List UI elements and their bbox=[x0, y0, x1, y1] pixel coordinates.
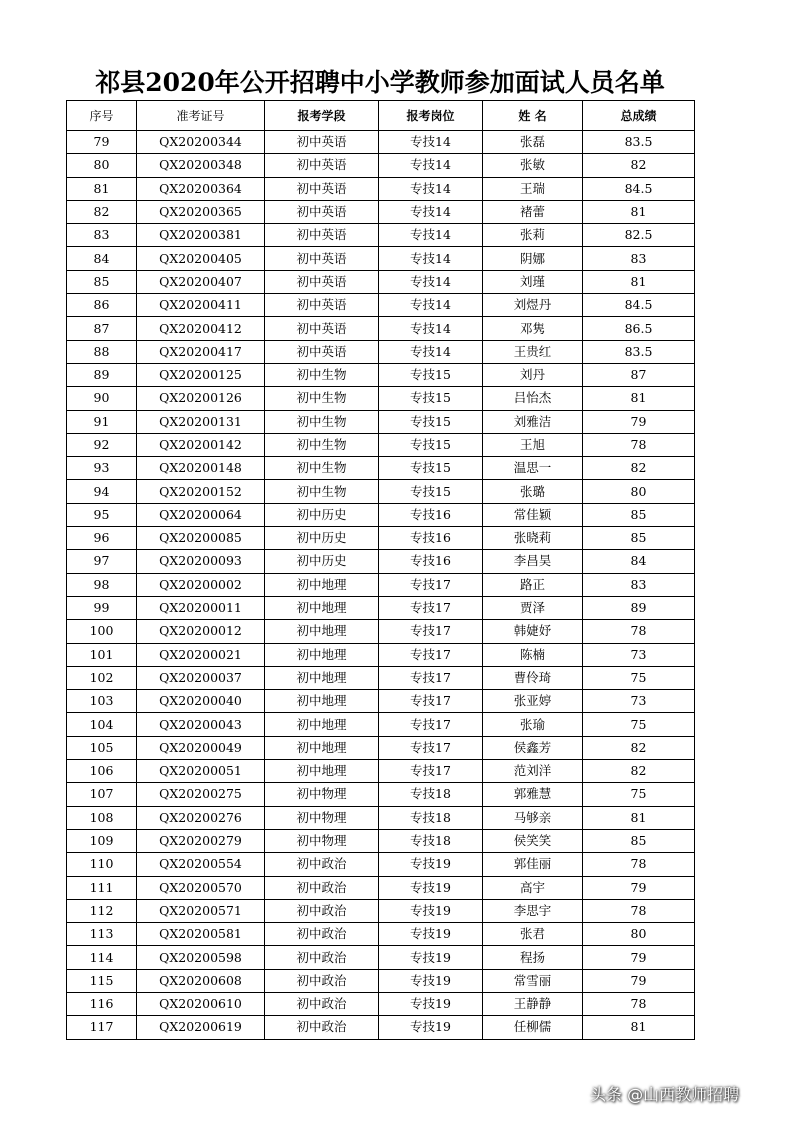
cell-index: 107 bbox=[67, 783, 137, 806]
cell-stage: 初中物理 bbox=[265, 783, 379, 806]
cell-score: 75 bbox=[583, 783, 695, 806]
cell-index: 113 bbox=[67, 923, 137, 946]
cell-position: 专技14 bbox=[379, 294, 483, 317]
cell-exam-id: QX20200093 bbox=[137, 550, 265, 573]
cell-stage: 初中地理 bbox=[265, 643, 379, 666]
table-row bbox=[67, 177, 695, 200]
table-row bbox=[67, 550, 695, 573]
cell-index: 93 bbox=[67, 457, 137, 480]
cell-score: 87 bbox=[583, 363, 695, 386]
cell-score: 75 bbox=[583, 713, 695, 736]
cell-index: 84 bbox=[67, 247, 137, 270]
header-exam-id: 准考证号 bbox=[137, 101, 265, 131]
cell-name: 王瑞 bbox=[483, 177, 583, 200]
cell-index: 111 bbox=[67, 876, 137, 899]
cell-name: 郭佳丽 bbox=[483, 853, 583, 876]
cell-index: 83 bbox=[67, 224, 137, 247]
cell-position: 专技14 bbox=[379, 270, 483, 293]
cell-index: 114 bbox=[67, 946, 137, 969]
cell-exam-id: QX20200131 bbox=[137, 410, 265, 433]
cell-stage: 初中政治 bbox=[265, 1016, 379, 1039]
candidate-table bbox=[66, 100, 695, 1040]
cell-name: 温思一 bbox=[483, 457, 583, 480]
table-row bbox=[67, 783, 695, 806]
cell-name: 刘瑾 bbox=[483, 270, 583, 293]
cell-index: 109 bbox=[67, 829, 137, 852]
cell-stage: 初中英语 bbox=[265, 247, 379, 270]
cell-exam-id: QX20200002 bbox=[137, 573, 265, 596]
table-row bbox=[67, 433, 695, 456]
cell-index: 110 bbox=[67, 853, 137, 876]
table-row bbox=[67, 713, 695, 736]
cell-stage: 初中英语 bbox=[265, 154, 379, 177]
cell-exam-id: QX20200571 bbox=[137, 899, 265, 922]
cell-position: 专技17 bbox=[379, 666, 483, 689]
cell-stage: 初中政治 bbox=[265, 969, 379, 992]
cell-position: 专技19 bbox=[379, 1016, 483, 1039]
cell-name: 王贵红 bbox=[483, 340, 583, 363]
header-name: 姓 名 bbox=[483, 101, 583, 131]
cell-exam-id: QX20200085 bbox=[137, 527, 265, 550]
cell-score: 78 bbox=[583, 620, 695, 643]
cell-index: 91 bbox=[67, 410, 137, 433]
cell-score: 83.5 bbox=[583, 131, 695, 154]
cell-score: 82 bbox=[583, 154, 695, 177]
cell-name: 张磊 bbox=[483, 131, 583, 154]
header-score: 总成绩 bbox=[583, 101, 695, 131]
cell-position: 专技19 bbox=[379, 853, 483, 876]
cell-index: 104 bbox=[67, 713, 137, 736]
cell-index: 112 bbox=[67, 899, 137, 922]
table-row bbox=[67, 294, 695, 317]
cell-name: 王静静 bbox=[483, 992, 583, 1015]
cell-name: 张君 bbox=[483, 923, 583, 946]
cell-position: 专技17 bbox=[379, 736, 483, 759]
cell-score: 83 bbox=[583, 573, 695, 596]
cell-stage: 初中物理 bbox=[265, 806, 379, 829]
cell-name: 侯鑫芳 bbox=[483, 736, 583, 759]
cell-name: 郭雅慧 bbox=[483, 783, 583, 806]
cell-stage: 初中政治 bbox=[265, 946, 379, 969]
cell-exam-id: QX20200348 bbox=[137, 154, 265, 177]
cell-index: 99 bbox=[67, 596, 137, 619]
cell-score: 85 bbox=[583, 829, 695, 852]
cell-position: 专技19 bbox=[379, 969, 483, 992]
cell-name: 张瑜 bbox=[483, 713, 583, 736]
cell-name: 曹伶琦 bbox=[483, 666, 583, 689]
cell-name: 阴娜 bbox=[483, 247, 583, 270]
cell-stage: 初中英语 bbox=[265, 294, 379, 317]
cell-score: 73 bbox=[583, 690, 695, 713]
cell-index: 95 bbox=[67, 503, 137, 526]
table-row bbox=[67, 200, 695, 223]
cell-position: 专技14 bbox=[379, 177, 483, 200]
table-header-row bbox=[67, 101, 695, 131]
cell-stage: 初中英语 bbox=[265, 317, 379, 340]
cell-index: 98 bbox=[67, 573, 137, 596]
cell-position: 专技14 bbox=[379, 200, 483, 223]
cell-position: 专技14 bbox=[379, 247, 483, 270]
cell-exam-id: QX20200276 bbox=[137, 806, 265, 829]
table-row bbox=[67, 1016, 695, 1039]
cell-exam-id: QX20200043 bbox=[137, 713, 265, 736]
cell-index: 100 bbox=[67, 620, 137, 643]
cell-stage: 初中地理 bbox=[265, 620, 379, 643]
cell-name: 张敏 bbox=[483, 154, 583, 177]
cell-exam-id: QX20200411 bbox=[137, 294, 265, 317]
cell-exam-id: QX20200040 bbox=[137, 690, 265, 713]
cell-name: 张莉 bbox=[483, 224, 583, 247]
cell-index: 92 bbox=[67, 433, 137, 456]
cell-index: 90 bbox=[67, 387, 137, 410]
cell-position: 专技14 bbox=[379, 317, 483, 340]
cell-position: 专技19 bbox=[379, 923, 483, 946]
cell-index: 96 bbox=[67, 527, 137, 550]
cell-position: 专技15 bbox=[379, 410, 483, 433]
cell-name: 刘丹 bbox=[483, 363, 583, 386]
table-row bbox=[67, 946, 695, 969]
cell-exam-id: QX20200051 bbox=[137, 760, 265, 783]
cell-name: 程扬 bbox=[483, 946, 583, 969]
cell-index: 106 bbox=[67, 760, 137, 783]
cell-exam-id: QX20200417 bbox=[137, 340, 265, 363]
page-title: 祁县2020年公开招聘中小学教师参加面试人员名单 bbox=[95, 68, 665, 97]
cell-stage: 初中生物 bbox=[265, 363, 379, 386]
cell-stage: 初中英语 bbox=[265, 177, 379, 200]
cell-name: 刘煜丹 bbox=[483, 294, 583, 317]
cell-stage: 初中地理 bbox=[265, 760, 379, 783]
cell-stage: 初中生物 bbox=[265, 410, 379, 433]
table-row bbox=[67, 596, 695, 619]
table-row bbox=[67, 620, 695, 643]
cell-index: 80 bbox=[67, 154, 137, 177]
cell-position: 专技19 bbox=[379, 992, 483, 1015]
cell-index: 117 bbox=[67, 1016, 137, 1039]
cell-stage: 初中生物 bbox=[265, 433, 379, 456]
table-row bbox=[67, 247, 695, 270]
cell-stage: 初中地理 bbox=[265, 736, 379, 759]
cell-score: 80 bbox=[583, 923, 695, 946]
cell-name: 常雪丽 bbox=[483, 969, 583, 992]
cell-score: 82.5 bbox=[583, 224, 695, 247]
cell-position: 专技14 bbox=[379, 224, 483, 247]
cell-stage: 初中生物 bbox=[265, 387, 379, 410]
table-row bbox=[67, 340, 695, 363]
source-watermark: 头条 @山西教师招聘 bbox=[590, 1085, 740, 1104]
cell-stage: 初中政治 bbox=[265, 992, 379, 1015]
cell-stage: 初中地理 bbox=[265, 573, 379, 596]
cell-exam-id: QX20200152 bbox=[137, 480, 265, 503]
cell-stage: 初中地理 bbox=[265, 666, 379, 689]
table-row bbox=[67, 853, 695, 876]
cell-score: 80 bbox=[583, 480, 695, 503]
table-row bbox=[67, 363, 695, 386]
cell-exam-id: QX20200049 bbox=[137, 736, 265, 759]
cell-name: 吕怡杰 bbox=[483, 387, 583, 410]
cell-exam-id: QX20200365 bbox=[137, 200, 265, 223]
cell-name: 贾泽 bbox=[483, 596, 583, 619]
cell-exam-id: QX20200405 bbox=[137, 247, 265, 270]
cell-exam-id: QX20200554 bbox=[137, 853, 265, 876]
table-row bbox=[67, 457, 695, 480]
table-row bbox=[67, 969, 695, 992]
cell-exam-id: QX20200610 bbox=[137, 992, 265, 1015]
table-row bbox=[67, 503, 695, 526]
cell-position: 专技17 bbox=[379, 573, 483, 596]
cell-score: 84 bbox=[583, 550, 695, 573]
cell-stage: 初中政治 bbox=[265, 923, 379, 946]
cell-name: 任柳儒 bbox=[483, 1016, 583, 1039]
cell-name: 邓隽 bbox=[483, 317, 583, 340]
cell-stage: 初中政治 bbox=[265, 876, 379, 899]
cell-exam-id: QX20200279 bbox=[137, 829, 265, 852]
cell-position: 专技19 bbox=[379, 876, 483, 899]
cell-stage: 初中地理 bbox=[265, 596, 379, 619]
cell-score: 81 bbox=[583, 270, 695, 293]
cell-exam-id: QX20200381 bbox=[137, 224, 265, 247]
table-row bbox=[67, 899, 695, 922]
cell-name: 李昌昊 bbox=[483, 550, 583, 573]
cell-position: 专技17 bbox=[379, 596, 483, 619]
cell-position: 专技17 bbox=[379, 690, 483, 713]
cell-exam-id: QX20200344 bbox=[137, 131, 265, 154]
cell-position: 专技17 bbox=[379, 643, 483, 666]
cell-exam-id: QX20200608 bbox=[137, 969, 265, 992]
cell-stage: 初中英语 bbox=[265, 340, 379, 363]
cell-name: 路正 bbox=[483, 573, 583, 596]
cell-exam-id: QX20200011 bbox=[137, 596, 265, 619]
table-row bbox=[67, 317, 695, 340]
cell-stage: 初中英语 bbox=[265, 270, 379, 293]
cell-index: 94 bbox=[67, 480, 137, 503]
header-stage: 报考学段 bbox=[265, 101, 379, 131]
cell-score: 85 bbox=[583, 527, 695, 550]
cell-position: 专技17 bbox=[379, 760, 483, 783]
cell-score: 85 bbox=[583, 503, 695, 526]
cell-exam-id: QX20200125 bbox=[137, 363, 265, 386]
cell-position: 专技19 bbox=[379, 899, 483, 922]
cell-exam-id: QX20200598 bbox=[137, 946, 265, 969]
cell-index: 88 bbox=[67, 340, 137, 363]
table-row bbox=[67, 410, 695, 433]
cell-position: 专技18 bbox=[379, 806, 483, 829]
cell-score: 82 bbox=[583, 457, 695, 480]
cell-position: 专技16 bbox=[379, 503, 483, 526]
cell-position: 专技18 bbox=[379, 783, 483, 806]
cell-stage: 初中历史 bbox=[265, 503, 379, 526]
cell-score: 86.5 bbox=[583, 317, 695, 340]
cell-position: 专技19 bbox=[379, 946, 483, 969]
cell-index: 101 bbox=[67, 643, 137, 666]
cell-stage: 初中英语 bbox=[265, 224, 379, 247]
cell-index: 102 bbox=[67, 666, 137, 689]
cell-name: 李思宇 bbox=[483, 899, 583, 922]
cell-index: 86 bbox=[67, 294, 137, 317]
cell-exam-id: QX20200142 bbox=[137, 433, 265, 456]
cell-exam-id: QX20200619 bbox=[137, 1016, 265, 1039]
cell-stage: 初中政治 bbox=[265, 899, 379, 922]
table-row bbox=[67, 923, 695, 946]
cell-index: 79 bbox=[67, 131, 137, 154]
cell-exam-id: QX20200021 bbox=[137, 643, 265, 666]
cell-stage: 初中生物 bbox=[265, 457, 379, 480]
cell-score: 83.5 bbox=[583, 340, 695, 363]
cell-stage: 初中历史 bbox=[265, 550, 379, 573]
cell-position: 专技18 bbox=[379, 829, 483, 852]
table-row bbox=[67, 666, 695, 689]
cell-exam-id: QX20200064 bbox=[137, 503, 265, 526]
table-row bbox=[67, 224, 695, 247]
cell-exam-id: QX20200581 bbox=[137, 923, 265, 946]
cell-stage: 初中英语 bbox=[265, 200, 379, 223]
cell-score: 82 bbox=[583, 760, 695, 783]
cell-name: 张晓莉 bbox=[483, 527, 583, 550]
table-row bbox=[67, 643, 695, 666]
cell-score: 78 bbox=[583, 853, 695, 876]
cell-stage: 初中地理 bbox=[265, 713, 379, 736]
table-row bbox=[67, 387, 695, 410]
cell-position: 专技15 bbox=[379, 480, 483, 503]
cell-score: 81 bbox=[583, 387, 695, 410]
cell-position: 专技14 bbox=[379, 154, 483, 177]
cell-position: 专技15 bbox=[379, 387, 483, 410]
cell-score: 79 bbox=[583, 876, 695, 899]
cell-exam-id: QX20200037 bbox=[137, 666, 265, 689]
cell-index: 89 bbox=[67, 363, 137, 386]
table-row bbox=[67, 480, 695, 503]
cell-exam-id: QX20200364 bbox=[137, 177, 265, 200]
cell-name: 常佳颖 bbox=[483, 503, 583, 526]
cell-name: 王旭 bbox=[483, 433, 583, 456]
cell-index: 97 bbox=[67, 550, 137, 573]
cell-exam-id: QX20200275 bbox=[137, 783, 265, 806]
cell-exam-id: QX20200412 bbox=[137, 317, 265, 340]
table-row bbox=[67, 992, 695, 1015]
cell-stage: 初中英语 bbox=[265, 131, 379, 154]
cell-score: 78 bbox=[583, 899, 695, 922]
cell-position: 专技14 bbox=[379, 340, 483, 363]
cell-exam-id: QX20200570 bbox=[137, 876, 265, 899]
cell-index: 108 bbox=[67, 806, 137, 829]
cell-position: 专技17 bbox=[379, 713, 483, 736]
cell-name: 褚蕾 bbox=[483, 200, 583, 223]
cell-index: 82 bbox=[67, 200, 137, 223]
cell-position: 专技15 bbox=[379, 363, 483, 386]
table-row bbox=[67, 806, 695, 829]
cell-exam-id: QX20200148 bbox=[137, 457, 265, 480]
cell-stage: 初中政治 bbox=[265, 853, 379, 876]
cell-name: 范刘洋 bbox=[483, 760, 583, 783]
table-row bbox=[67, 876, 695, 899]
cell-position: 专技16 bbox=[379, 527, 483, 550]
cell-name: 张璐 bbox=[483, 480, 583, 503]
table-row bbox=[67, 760, 695, 783]
cell-score: 78 bbox=[583, 992, 695, 1015]
cell-position: 专技15 bbox=[379, 457, 483, 480]
table-row bbox=[67, 270, 695, 293]
cell-name: 韩婕妤 bbox=[483, 620, 583, 643]
cell-name: 侯笑笑 bbox=[483, 829, 583, 852]
cell-name: 马够亲 bbox=[483, 806, 583, 829]
cell-stage: 初中地理 bbox=[265, 690, 379, 713]
cell-score: 75 bbox=[583, 666, 695, 689]
cell-exam-id: QX20200126 bbox=[137, 387, 265, 410]
table-row bbox=[67, 131, 695, 154]
cell-index: 81 bbox=[67, 177, 137, 200]
cell-position: 专技16 bbox=[379, 550, 483, 573]
table-row bbox=[67, 690, 695, 713]
cell-score: 73 bbox=[583, 643, 695, 666]
cell-position: 专技17 bbox=[379, 620, 483, 643]
cell-score: 79 bbox=[583, 969, 695, 992]
table-row bbox=[67, 527, 695, 550]
cell-name: 刘雅洁 bbox=[483, 410, 583, 433]
cell-score: 79 bbox=[583, 946, 695, 969]
cell-score: 84.5 bbox=[583, 294, 695, 317]
cell-index: 116 bbox=[67, 992, 137, 1015]
cell-exam-id: QX20200012 bbox=[137, 620, 265, 643]
table-row bbox=[67, 154, 695, 177]
header-index: 序号 bbox=[67, 101, 137, 131]
cell-stage: 初中物理 bbox=[265, 829, 379, 852]
cell-score: 81 bbox=[583, 1016, 695, 1039]
cell-position: 专技14 bbox=[379, 131, 483, 154]
cell-stage: 初中生物 bbox=[265, 480, 379, 503]
cell-name: 陈楠 bbox=[483, 643, 583, 666]
table-row bbox=[67, 736, 695, 759]
cell-score: 89 bbox=[583, 596, 695, 619]
cell-name: 张亚婷 bbox=[483, 690, 583, 713]
cell-score: 84.5 bbox=[583, 177, 695, 200]
cell-exam-id: QX20200407 bbox=[137, 270, 265, 293]
cell-stage: 初中历史 bbox=[265, 527, 379, 550]
cell-index: 115 bbox=[67, 969, 137, 992]
cell-score: 81 bbox=[583, 200, 695, 223]
cell-score: 78 bbox=[583, 433, 695, 456]
cell-score: 83 bbox=[583, 247, 695, 270]
cell-index: 103 bbox=[67, 690, 137, 713]
cell-name: 高宇 bbox=[483, 876, 583, 899]
table-body bbox=[67, 131, 695, 1040]
cell-score: 82 bbox=[583, 736, 695, 759]
cell-score: 81 bbox=[583, 806, 695, 829]
header-position: 报考岗位 bbox=[379, 101, 483, 131]
table-row bbox=[67, 829, 695, 852]
cell-index: 87 bbox=[67, 317, 137, 340]
table-row bbox=[67, 573, 695, 596]
cell-index: 85 bbox=[67, 270, 137, 293]
cell-index: 105 bbox=[67, 736, 137, 759]
cell-position: 专技15 bbox=[379, 433, 483, 456]
cell-score: 79 bbox=[583, 410, 695, 433]
